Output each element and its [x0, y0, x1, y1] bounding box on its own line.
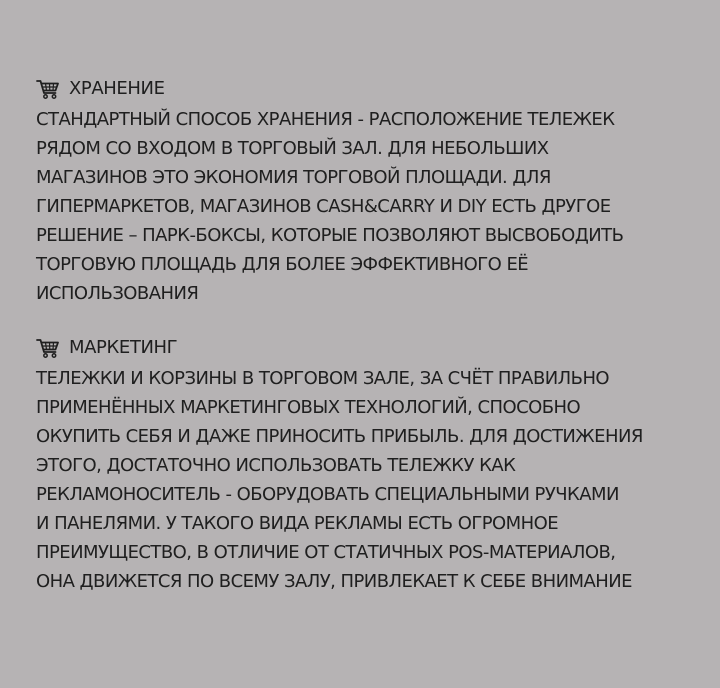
marketing-heading [36, 336, 700, 360]
marketing-line: ПРИМЕНЁННЫХ МАРКЕТИНГОВЫХ ТЕХНОЛОГИЙ, СПОСОБНО [36, 397, 581, 418]
storage-line: СТАНДАРТНЫЙ СПОСОБ ХРАНЕНИЯ - РАСПОЛОЖЕНИЕ ТЕЛЕЖЕК [36, 109, 615, 130]
marketing-title: МАРКЕТИНГ [69, 337, 178, 358]
storage-line: ИСПОЛЬЗОВАНИЯ [36, 283, 199, 304]
marketing-line: ОНА ДВИЖЕТСЯ ПО ВСЕМУ ЗАЛУ, ПРИВЛЕКАЕТ К СЕБЕ ВНИМАНИЕ [36, 571, 632, 592]
storage-line: РЯДОМ СО ВХОДОМ В ТОРГОВЫЙ ЗАЛ. ДЛЯ НЕБОЛЬШИХ [36, 138, 549, 159]
marketing-line: ЭТОГО, ДОСТАТОЧНО ИСПОЛЬЗОВАТЬ ТЕЛЕЖКУ КАК [36, 455, 516, 476]
storage-line: МАГАЗИНОВ ЭТО ЭКОНОМИЯ ТОРГОВОЙ ПЛОЩАДИ. ДЛЯ [36, 167, 551, 188]
storage-line: РЕШЕНИЕ – ПАРК-БОКСЫ, КОТОРЫЕ ПОЗВОЛЯЮТ ВЫСВОБОДИТЬ [36, 225, 624, 246]
storage-line: ТОРГОВУЮ ПЛОЩАДЬ ДЛЯ БОЛЕЕ ЭФФЕКТИВНОГО ЕЁ [36, 254, 529, 275]
shopping-cart-icon [36, 78, 60, 100]
storage-body [36, 105, 700, 308]
storage-title: ХРАНЕНИЕ [69, 78, 165, 99]
marketing-line: РЕКЛАМОНОСИТЕЛЬ - ОБОРУДОВАТЬ СПЕЦИАЛЬНЫМИ РУЧКАМИ [36, 484, 619, 505]
marketing-line: ОКУПИТЬ СЕБЯ И ДАЖЕ ПРИНОСИТЬ ПРИБЫЛЬ. ДЛЯ ДОСТИЖЕНИЯ [36, 426, 643, 447]
storage-heading [36, 77, 700, 101]
marketing-line: ТЕЛЕЖКИ И КОРЗИНЫ В ТОРГОВОМ ЗАЛЕ, ЗА СЧЁТ ПРАВИЛЬНО [36, 368, 610, 389]
storage-section [36, 77, 700, 308]
marketing-line: И ПАНЕЛЯМИ. У ТАКОГО ВИДА РЕКЛАМЫ ЕСТЬ ОГРОМНОЕ [36, 513, 559, 534]
storage-line: ГИПЕРМАРКЕТОВ, МАГАЗИНОВ CASH&CARRY И DIY ЕСТЬ ДРУГОЕ [36, 196, 611, 217]
shopping-cart-icon [36, 337, 60, 359]
marketing-line: ПРЕИМУЩЕСТВО, В ОТЛИЧИЕ ОТ СТАТИЧНЫХ POS-МАТЕРИАЛОВ, [36, 542, 616, 563]
marketing-body [36, 364, 700, 596]
marketing-section [36, 336, 700, 596]
